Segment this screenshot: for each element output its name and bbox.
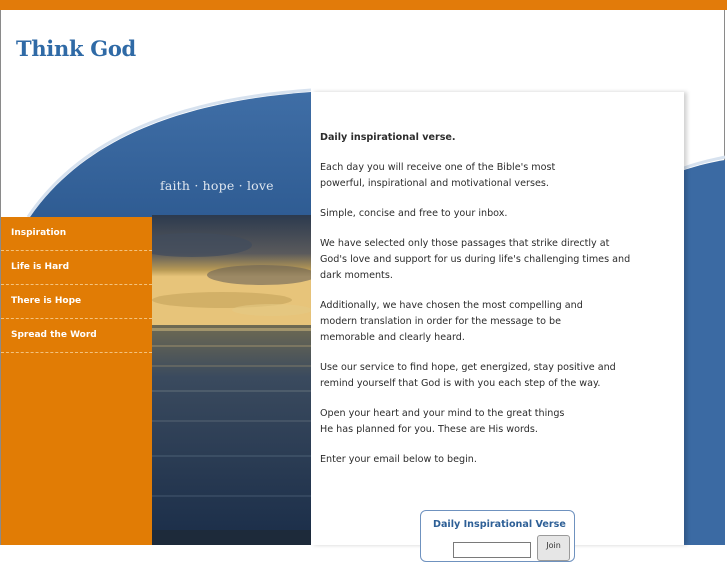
paragraph: Each day you will receive one of the Bible's most powerful, inspirational and motivational verses.: [320, 162, 556, 189]
sidebar-nav: [1, 217, 152, 545]
nav-item-there-is-hope[interactable]: [1, 285, 152, 319]
content-text: [320, 130, 665, 482]
site-logo[interactable]: Think God: [16, 36, 136, 61]
main-content: [311, 92, 684, 550]
paragraph: Simple, concise and free to your inbox.: [320, 208, 508, 219]
nav-item-label: There is Hope: [11, 296, 82, 306]
paragraph: Use our service to find hope, get energized, stay positive and remind yourself that God is with you each step of the way.: [320, 362, 616, 389]
tagline: faith · hope · love: [160, 178, 274, 193]
signup-title: Daily Inspirational Verse: [433, 519, 566, 530]
nav-item-life-is-hard[interactable]: [1, 251, 152, 285]
nav-item-spread-the-word[interactable]: [1, 319, 152, 353]
content-headline: Daily inspirational verse.: [320, 132, 456, 143]
nav-item-label: Inspiration: [11, 228, 67, 238]
nav-item-inspiration[interactable]: [1, 217, 152, 251]
paragraph: Additionally, we have chosen the most compelling and modern translation in order for the message to be memorable and clearly heard.: [320, 300, 583, 343]
nav-item-label: Life is Hard: [11, 262, 70, 272]
sunset-ocean-photo: [152, 215, 311, 545]
join-button[interactable]: Join: [537, 535, 570, 561]
email-field[interactable]: [453, 542, 531, 558]
signup-box: [420, 510, 575, 562]
paragraph: We have selected only those passages that strike directly at God's love and support for us during life's challenging times and dark moments.: [320, 238, 631, 281]
nav-item-label: Spread the Word: [11, 330, 97, 340]
paragraph: Open your heart and your mind to the great things He has planned for you. These are His words.: [320, 408, 565, 435]
paragraph: Enter your email below to begin.: [320, 454, 477, 465]
